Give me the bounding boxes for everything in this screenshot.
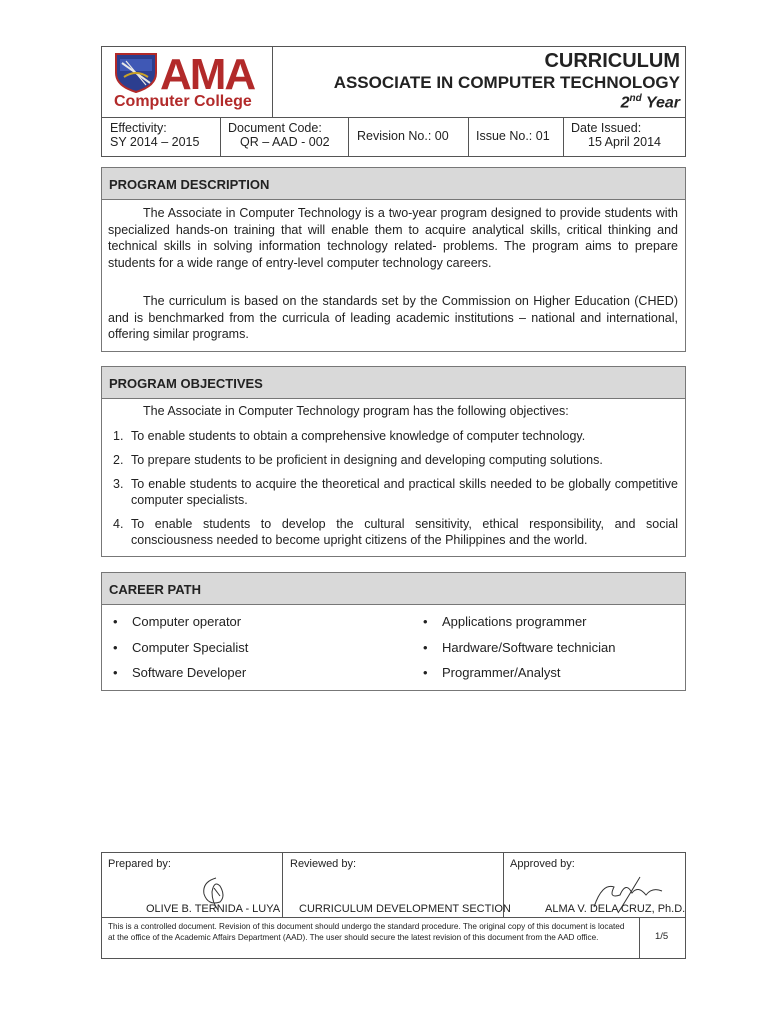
year-label: 2nd Year: [620, 93, 680, 112]
doc-code-value: QR – AAD - 002: [240, 135, 330, 149]
career-path-header: [101, 572, 686, 605]
objectives-intro: The Associate in Computer Technology program has the following objectives:: [143, 404, 569, 418]
career-item: • Computer operator: [113, 614, 242, 629]
meta-divider: [563, 117, 564, 157]
objective-item: 3. To enable students to acquire the theoretical and practical skills needed to be globally competitive computer specialists.: [113, 477, 678, 507]
effectivity-label: Effectivity:: [110, 121, 167, 135]
prepared-by-name: OLIVE B. TERNIDA - LUYA: [146, 903, 281, 915]
issue-no: Issue No.: 01: [476, 129, 550, 143]
objective-item: 2. To prepare students to be proficient in designing and developing computing solutions.: [113, 453, 603, 467]
college-name: Computer College: [114, 93, 252, 110]
shield-icon: [112, 51, 160, 93]
doc-title: CURRICULUM: [544, 50, 680, 72]
approved-by-name: ALMA V. DELA CRUZ, Ph.D.: [545, 903, 686, 915]
reviewed-by-label: Reviewed by:: [290, 858, 357, 870]
meta-divider: [468, 117, 469, 157]
section-title: CAREER PATH: [109, 582, 201, 597]
description-paragraph: The Associate in Computer Technology is a two-year program designed to provide students with specialized hands-on training that will enable them to acquire analytical skills, critical thinking and technical skills in solving information technology related- problems. The program aims to prepare students for a wide range of entry-level computer technology careers.: [108, 206, 678, 270]
date-issued-value: 15 April 2014: [588, 135, 661, 149]
career-item: • Programmer/Analyst: [423, 665, 561, 680]
revision-no: Revision No.: 00: [357, 129, 449, 143]
career-item: • Computer Specialist: [113, 640, 249, 655]
footer-divider: [282, 852, 283, 918]
controlled-document-note: This is a controlled document. Revision of this document should undergo the standard procedure. The original copy of this document is located at the office of the Academic Affairs Department (AAD). The user should secure the latest revision of this document from the AAD office.: [108, 922, 625, 942]
ama-logo-text: AMA: [160, 50, 255, 99]
objective-item: 1. To enable students to obtain a comprehensive knowledge of computer technology.: [113, 429, 586, 443]
program-title: ASSOCIATE IN COMPUTER TECHNOLOGY: [333, 73, 680, 92]
meta-divider: [220, 117, 221, 157]
objective-item: 4. To enable students to develop the cultural sensitivity, ethical responsibility, and social consciousness needed to become upright citizens of the Philippines and the world.: [113, 517, 678, 547]
program-description-header: [101, 167, 686, 200]
prepared-by-label: Prepared by:: [108, 858, 171, 870]
page-number: 1/5: [655, 931, 669, 942]
approved-by-label: Approved by:: [510, 858, 575, 870]
reviewed-by-name: CURRICULUM DEVELOPMENT SECTION: [299, 903, 511, 915]
effectivity-value: SY 2014 – 2015: [110, 135, 200, 149]
doc-code-label: Document Code:: [228, 121, 322, 135]
footer-divider: [639, 917, 640, 959]
career-item: • Hardware/Software technician: [423, 640, 616, 655]
section-title: PROGRAM OBJECTIVES: [109, 376, 263, 391]
career-item: • Software Developer: [113, 665, 247, 680]
header-divider: [272, 46, 273, 118]
meta-divider: [348, 117, 349, 157]
section-title: PROGRAM DESCRIPTION: [109, 177, 270, 192]
program-objectives-header: [101, 366, 686, 399]
description-paragraph: The curriculum is based on the standards set by the Commission on Higher Education (CHED) and is benchmarked from the curricula of leading academic institutions – national and international, offering similar programs.: [108, 294, 678, 341]
career-item: • Applications programmer: [423, 614, 587, 629]
date-issued-label: Date Issued:: [571, 121, 642, 135]
